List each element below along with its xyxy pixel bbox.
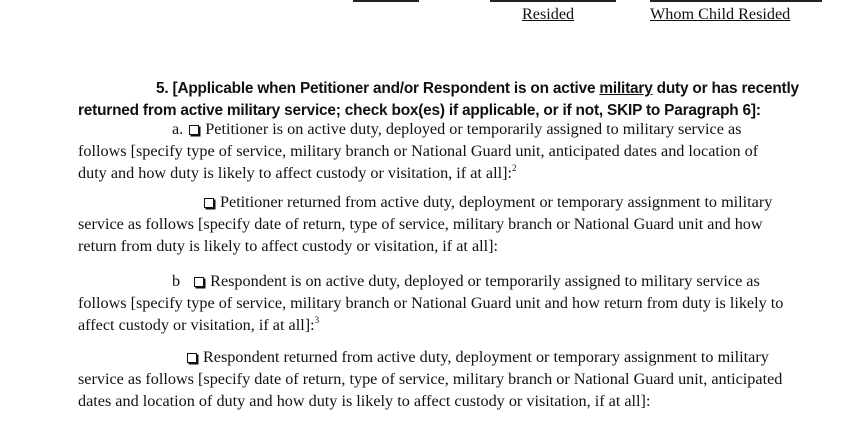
respondent-returned-checkbox[interactable]: [187, 353, 197, 363]
item-b-line2: follows [specify type of service, military branch or National Guard unit and how return from duty is likely to: [78, 294, 784, 312]
item-a2-line3: return from duty is likely to affect custody or visitation, if at all]:: [78, 237, 499, 255]
item-b2-paragraph: [0, 346, 850, 412]
item-a2-paragraph: [0, 191, 850, 257]
item-a2-line1: Petitioner returned from active duty, deployment or temporary assignment to military: [220, 193, 773, 211]
blank-line-2: [490, 0, 616, 2]
heading-line2: returned from active military service; check box(es) if applicable, or if not, SKIP to Paragraph 6]:: [78, 102, 761, 119]
blank-line-1: [353, 0, 419, 2]
petitioner-returned-checkbox[interactable]: [204, 198, 214, 208]
section-5-heading: [0, 78, 850, 122]
item-b-line1: Respondent is on active duty, deployed or temporarily assigned to military service as: [210, 272, 760, 290]
footnote-2: 2: [512, 163, 517, 173]
item-b-line3: affect custody or visitation, if at all]:: [78, 316, 315, 334]
item-b-marker: b: [172, 272, 181, 290]
item-a-paragraph: [0, 118, 850, 184]
heading-line1-post: duty or has recently: [652, 80, 799, 97]
heading-line1-pre: [Applicable when Petitioner and/or Respondent is on active: [172, 80, 600, 97]
resided-label: Resided: [522, 5, 575, 23]
footnote-3: 3: [314, 315, 320, 325]
heading-military-underlined: military: [599, 80, 653, 97]
blank-line-3: [650, 0, 822, 2]
item-b-paragraph: [0, 270, 850, 336]
item-b2-line3: dates and location of duty and how duty is likely to affect custody or visitation, if at all]:: [78, 392, 651, 410]
respondent-active-duty-checkbox[interactable]: [194, 277, 204, 287]
item-a-line2: follows [specify type of service, military branch or National Guard unit, anticipated dates and location of: [78, 142, 759, 160]
item-a-marker: a.: [172, 120, 184, 138]
item-a-line1: Petitioner is on active duty, deployed or temporarily assigned to military service as: [205, 120, 742, 138]
item-a2-line2: service as follows [specify date of return, type of service, military branch or National Guard unit and how: [78, 215, 763, 233]
item-b2-line1: Respondent returned from active duty, deployment or temporary assignment to military: [203, 348, 769, 366]
item-a-line3: duty and how duty is likely to affect custody or visitation, if at all]:: [78, 164, 512, 182]
whom-child-resided-label: Whom Child Resided: [650, 5, 791, 23]
petitioner-active-duty-checkbox[interactable]: [189, 125, 199, 135]
section-number: 5.: [156, 80, 169, 97]
item-b2-line2: service as follows [specify date of return, type of service, military branch or National Guard unit, anticipated: [78, 370, 783, 388]
